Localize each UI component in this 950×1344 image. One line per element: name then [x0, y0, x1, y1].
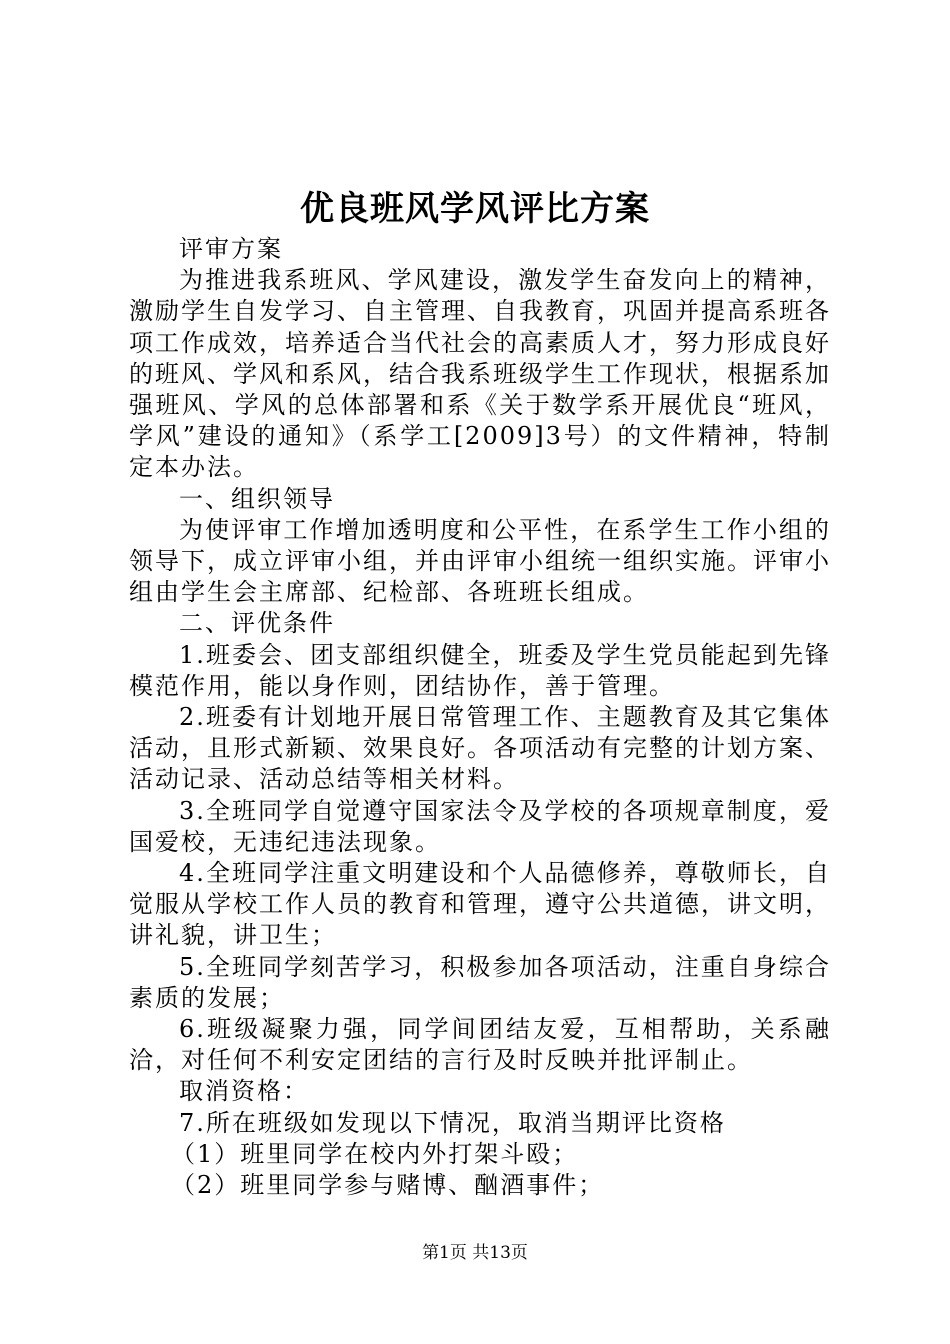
heading-organization: 一、组织领导 — [179, 484, 335, 513]
criteria-item-6: 6.班级凝聚力强，同学间团结友爱，互相帮助，关系融洽，对任何不利安定团结的言行及时反映并批评制止。 — [129, 1015, 831, 1075]
document-title: 优良班风学风评比方案 — [300, 189, 650, 229]
disqualification-subitem-1: （1）班里同学在校内外打架斗殴； — [171, 1139, 579, 1168]
document-body — [129, 234, 831, 1201]
disqualification-subitem-2: （2）班里同学参与赌博、酗酒事件； — [171, 1171, 605, 1200]
intro-paragraph: 为推进我系班风、学风建设，激发学生奋发向上的精神，激励学生自发学习、自主管理、自我教育，巩固并提高系班各项工作成效，培养适合当代社会的高素质人才，努力形成良好的班风、学风和系风，结合我系班级学生工作现状，根据系加强班风、学风的总体部署和系《关于数学系开展优良“班风，学风”建设的通知》（系学工[2009]3号）的文件精神，特制定本办法。 — [129, 266, 831, 482]
criteria-item-4: 4.全班同学注重文明建设和个人品德修养，尊敬师长，自觉服从学校工作人员的教育和管理，遵守公共道德，讲文明，讲礼貌，讲卫生； — [129, 859, 831, 950]
section-label-review-plan: 评审方案 — [179, 235, 283, 263]
criteria-item-1: 1.班委会、团支部组织健全，班委及学生党员能起到先锋模范作用，能以身作则，团结协作，善于管理。 — [129, 640, 831, 700]
criteria-item-2: 2.班委有计划地开展日常管理工作、主题教育及其它集体活动，且形式新颖、效果良好。各项活动有完整的计划方案、活动记录、活动总结等相关材料。 — [129, 703, 831, 794]
criteria-item-5: 5.全班同学刻苦学习，积极参加各项活动，注重自身综合素质的发展； — [129, 952, 831, 1012]
heading-disqualification: 取消资格： — [179, 1077, 309, 1106]
organization-paragraph: 为使评审工作增加透明度和公平性，在系学生工作小组的领导下，成立评审小组，并由评审小组统一组织实施。评审小组由学生会主席部、纪检部、各班班长组成。 — [129, 515, 831, 607]
disqualification-item-7: 7.所在班级如发现以下情况，取消当期评比资格 — [179, 1108, 726, 1137]
criteria-item-3: 3.全班同学自觉遵守国家法令及学校的各项规章制度，爱国爱校，无违纪违法现象。 — [129, 796, 831, 856]
heading-criteria: 二、评优条件 — [179, 609, 335, 638]
page-footer: 第1页 共13页 — [422, 1243, 528, 1263]
